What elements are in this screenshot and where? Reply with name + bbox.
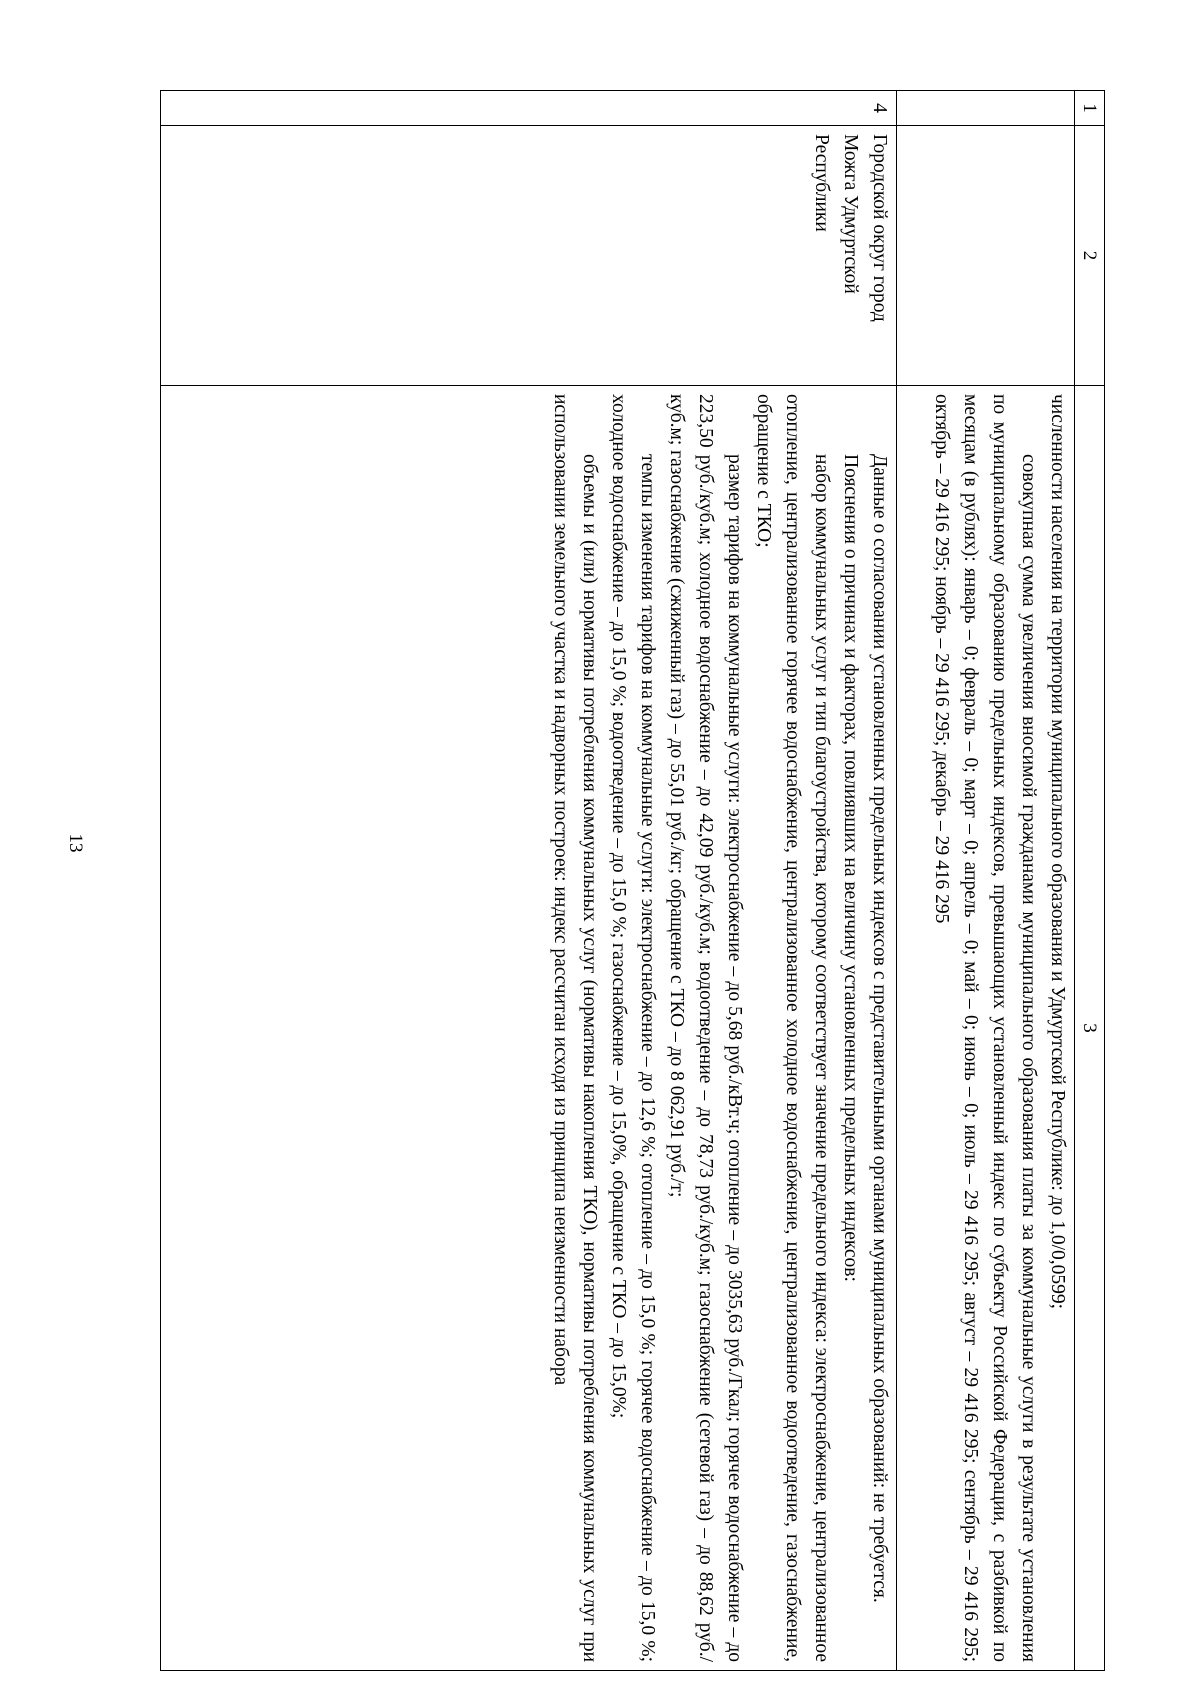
municipality-name [897,126,1075,386]
paragraph: Данные о согласовании установленных предельных индексов с представительными органами муниципальных образований: не требуется. [869,454,890,1603]
row-description [161,386,897,1671]
header-row [1075,91,1105,1671]
paragraph: набор коммунальных услуг и тип благоустройства, которому соответствует значение предельного индекса: электроснабжение, централизованное отопление, централизованное горячее водоснабжение, централизованное холодное водоснабжение, централизованное водоотведение, газоснабжение, обращение с ТКО; [753,394,832,1662]
paragraph: темпы изменения тарифов на коммунальные услуги: электроснабжение – до 12,6 %; отопление – до 15,0 %; горячее водоснабжение – до 15,0 %; холодное водоснабжение – до 15,0 %; водоотведение – до 15,0 %; газоснабжение – до 15,0%, обращение с ТКО – до 15,0%; [608,394,658,1662]
row-description [897,386,1075,1671]
row-number: 4 [161,91,897,126]
paragraph: совокупная сумма увеличения вносимой гражданами муниципального образования платы за коммунальные услуги в результате установления по муниципальному образованию предельных индексов, превышающих установленный индекс по субъекту Российской Федерации, с разбивкой по месяцам (в рублях): январь – 0; февраль – 0; март – 0; апрель – 0; май – 0; июнь – 0; июль – 29 416 295; август – 29 416 295; сентябрь – 29 416 295; октябрь – 29 416 295; ноябрь – 29 416 295; декабрь – 29 416 295 [931,394,1039,1662]
paragraph: объемы и (или) нормативы потребления коммунальных услуг (нормативы накопления ТКО), нормативы потребления коммунальных услуг при использовании земельного участка и надворных построек: индекс рассчитан исходя из принципа неизменности набора [550,394,600,1662]
table-row [161,91,897,1671]
page-number: 13 [65,833,86,853]
header-col-2: 2 [1075,126,1105,386]
tariff-table [160,90,1105,1671]
table-row [897,91,1075,1671]
rotated-table-container [160,90,1105,1670]
paragraph: Пояснения о причинах и факторах, повлиявших на величину установленных предельных индексов: [840,454,861,1282]
header-col-3: 3 [1075,386,1105,1671]
municipality-name: Городской округ город Можга Удмуртской Республики [161,126,897,386]
row-number [897,91,1075,126]
paragraph: численности населения на территории муниципального образования и Удмуртской Республике: до 1,0/0,0599; [1047,394,1068,1310]
header-col-1: 1 [1075,91,1105,126]
paragraph: размер тарифов на коммунальные услуги: электроснабжение – до 5,68 руб./кВт.ч; отопление – до 3035,63 руб./Гкал; горячее водоснабжение – до 223,50 руб./куб.м; холодное водоснабжение – до 42,09 руб./куб.м; водоотведение – до 78,73 руб./куб.м; газоснабжение (сетевой газ) – до 88,62 руб./куб.м; газоснабжение (сжиженный газ) – до 55,01 руб./кг; обращение с ТКО – до 8 062,91 руб./т; [666,394,745,1662]
